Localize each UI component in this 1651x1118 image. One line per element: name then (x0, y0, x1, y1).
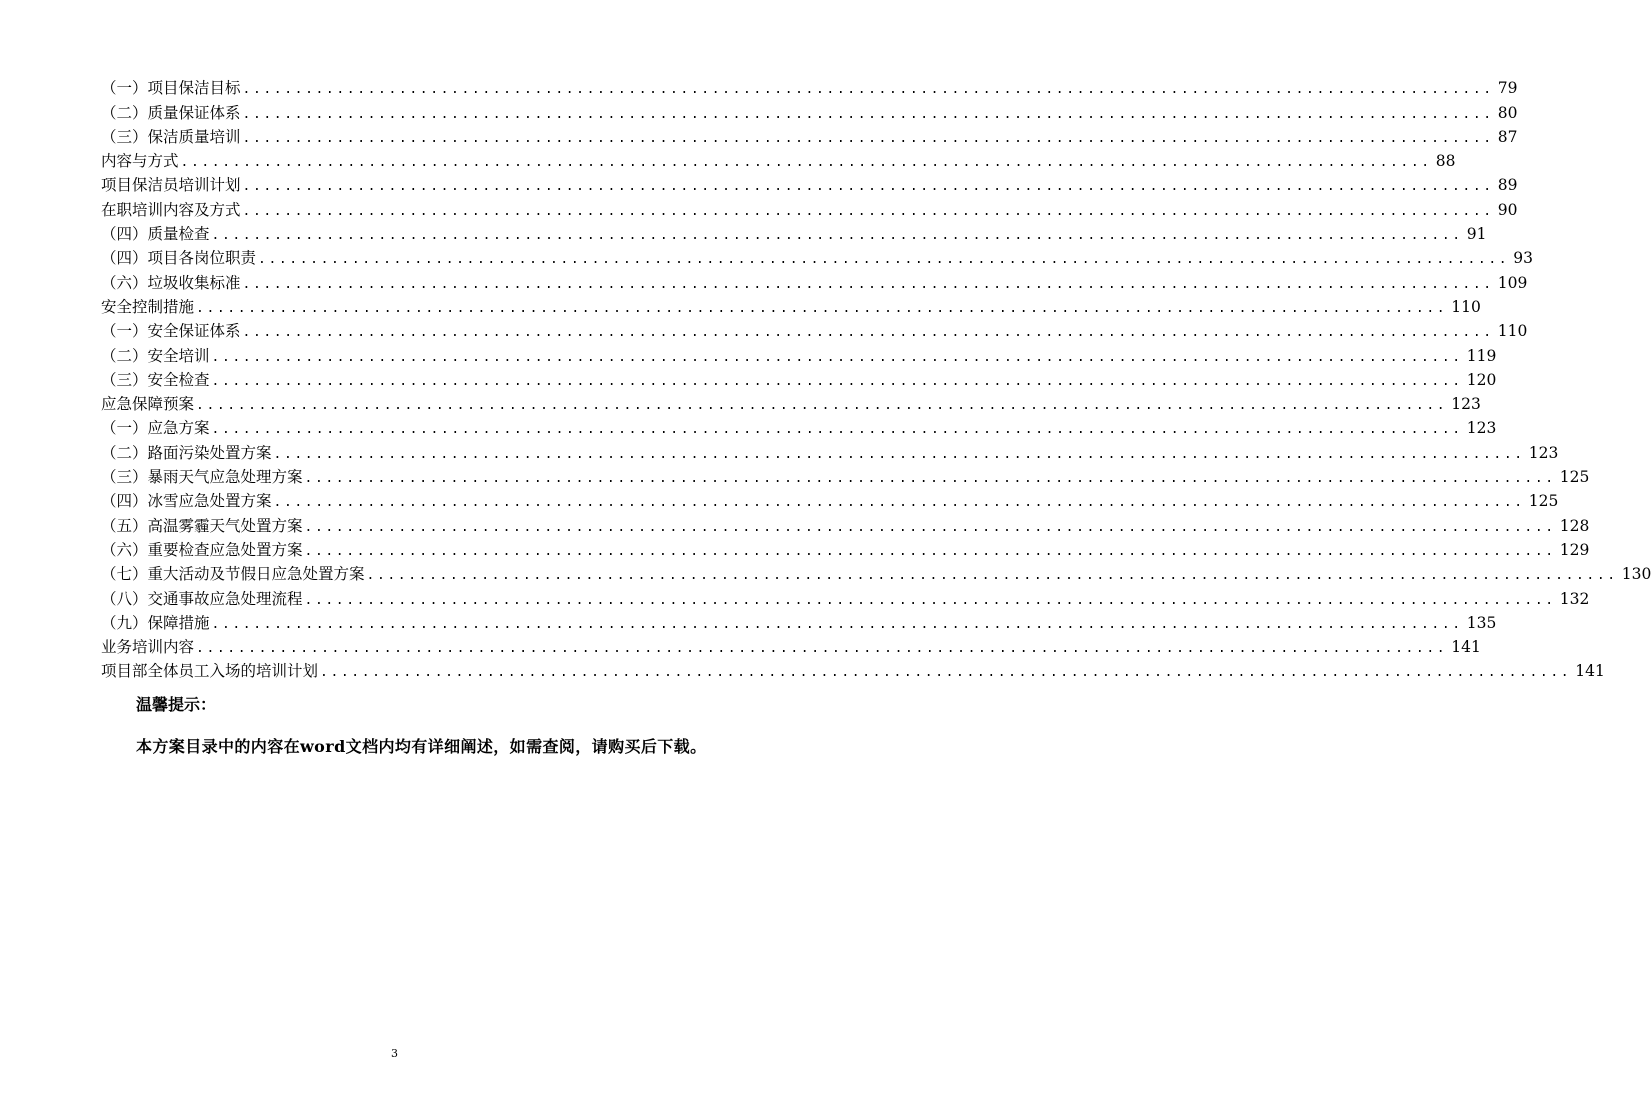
notice-body: 本方案目录中的内容在word文档内均有详细阐述，如需查阅，请购买后下载。 (136, 737, 707, 756)
toc-entry[interactable] (101, 173, 1518, 197)
toc-entry[interactable] (101, 513, 1590, 537)
toc-leader-dots: ........................................................................................................................ (196, 300, 1448, 316)
toc-leader-dots: ........................................................................................................................ (273, 446, 1525, 462)
toc-entry[interactable] (101, 125, 1518, 149)
page-number: 3 (391, 1047, 398, 1060)
toc-entry-title: （五）高温雾霾天气处置方案 (101, 516, 303, 535)
toc-entry[interactable] (101, 319, 1528, 343)
toc-leader-dots: ........................................................................................................................ (304, 471, 1556, 487)
toc-leader-dots: ........................................................................................................................ (242, 276, 1494, 292)
toc-leader-dots: ........................................................................................................................ (196, 398, 1448, 414)
toc-entry-page: 123 (1451, 395, 1481, 414)
toc-entry-page: 135 (1466, 613, 1497, 632)
toc-entry[interactable] (101, 611, 1497, 635)
toc-entry-page: 93 (1513, 249, 1533, 268)
toc-leader-dots: ........................................................................................................................ (211, 228, 1463, 244)
toc-leader-dots: ........................................................................................................................ (242, 82, 1494, 98)
toc-entry-page: 110 (1497, 322, 1528, 341)
toc-entry[interactable] (101, 246, 1533, 270)
toc-entry[interactable] (101, 100, 1518, 124)
toc-entry-page: 110 (1451, 297, 1481, 316)
toc-entry-page: 90 (1497, 200, 1518, 219)
toc-leader-dots: ........................................................................................................................ (242, 179, 1494, 195)
toc-entry-title: 安全控制措施 (101, 297, 195, 316)
toc-entry[interactable] (101, 76, 1518, 100)
toc-entry-title: （一）应急方案 (101, 419, 210, 438)
toc-entry-title: （二）安全培训 (101, 346, 210, 365)
toc-entry[interactable] (101, 465, 1590, 489)
toc-leader-dots: ........................................................................................................................ (320, 665, 1572, 681)
toc-entry-page: 109 (1497, 273, 1528, 292)
toc-leader-dots: ........................................................................................................................ (242, 203, 1494, 219)
toc-entry-page: 123 (1466, 419, 1497, 438)
toc-leader-dots: ........................................................................................................................ (211, 373, 1463, 389)
toc-entry-title: 项目保洁员培训计划 (101, 176, 241, 195)
toc-entry-title: 在职培训内容及方式 (101, 200, 241, 219)
toc-entry-title: 内容与方式 (101, 152, 179, 171)
notice-title: 温馨提示： (136, 695, 217, 714)
toc-leader-dots: ........................................................................................................................ (304, 592, 1556, 608)
toc-entry-title: 项目部全体员工入场的培训计划 (101, 662, 319, 681)
toc-entry-page: 125 (1559, 468, 1590, 487)
toc-entry-page: 80 (1497, 103, 1518, 122)
toc-entry-title: 应急保障预案 (101, 395, 195, 414)
toc-leader-dots: ........................................................................................................................ (242, 106, 1494, 122)
toc-entry-title: （九）保障措施 (101, 613, 210, 632)
toc-entry-page: 89 (1497, 176, 1518, 195)
toc-entry-title: （六）重要检查应急处置方案 (101, 540, 303, 559)
toc-entry[interactable] (101, 295, 1481, 319)
toc-entry-title: （一）项目保洁目标 (101, 79, 241, 98)
toc-entry-page: 88 (1435, 152, 1456, 171)
toc-entry-page: 132 (1559, 589, 1590, 608)
toc-entry[interactable] (101, 489, 1559, 513)
toc-entry-page: 141 (1575, 662, 1605, 681)
toc-entry[interactable] (101, 392, 1481, 416)
table-of-contents (101, 76, 1651, 683)
toc-entry[interactable] (101, 562, 1651, 586)
toc-leader-dots: ........................................................................................................................ (242, 130, 1494, 146)
toc-entry-page: 141 (1451, 638, 1481, 657)
toc-entry-page: 129 (1559, 540, 1590, 559)
toc-entry-page: 123 (1528, 443, 1559, 462)
toc-entry[interactable] (101, 149, 1456, 173)
toc-entry-title: （三）保洁质量培训 (101, 127, 241, 146)
toc-entry[interactable] (101, 416, 1497, 440)
toc-leader-dots: ........................................................................................................................ (258, 252, 1510, 268)
toc-entry-page: 130 (1621, 565, 1651, 584)
toc-entry[interactable] (101, 586, 1590, 610)
toc-entry[interactable] (101, 197, 1518, 221)
toc-entry[interactable] (101, 368, 1497, 392)
toc-entry-title: （七）重大活动及节假日应急处置方案 (101, 565, 365, 584)
toc-leader-dots: ........................................................................................................................ (196, 641, 1448, 657)
toc-entry[interactable] (101, 440, 1559, 464)
toc-entry[interactable] (101, 270, 1528, 294)
toc-entry[interactable] (101, 538, 1590, 562)
toc-entry-page: 87 (1497, 127, 1518, 146)
toc-entry-title: （八）交通事故应急处理流程 (101, 589, 303, 608)
toc-leader-dots: ........................................................................................................................ (211, 422, 1463, 438)
toc-leader-dots: ........................................................................................................................ (211, 616, 1463, 632)
toc-leader-dots: ........................................................................................................................ (211, 349, 1463, 365)
toc-entry-title: （四）冰雪应急处置方案 (101, 492, 272, 511)
toc-entry-page: 119 (1466, 346, 1497, 365)
toc-entry-page: 125 (1528, 492, 1559, 511)
toc-entry-title: （三）安全检查 (101, 370, 210, 389)
toc-entry-title: （三）暴雨天气应急处理方案 (101, 468, 303, 487)
toc-entry-title: （四）质量检查 (101, 225, 210, 244)
toc-entry-title: （一）安全保证体系 (101, 322, 241, 341)
toc-leader-dots: ........................................................................................................................ (304, 543, 1556, 559)
toc-entry[interactable] (101, 343, 1497, 367)
toc-entry[interactable] (101, 635, 1481, 659)
toc-entry-page: 91 (1466, 225, 1487, 244)
toc-entry-title: （二）路面污染处置方案 (101, 443, 272, 462)
toc-leader-dots: ........................................................................................................................ (304, 519, 1556, 535)
toc-leader-dots: ........................................................................................................................ (273, 495, 1525, 511)
toc-entry[interactable] (101, 222, 1487, 246)
toc-entry-title: 业务培训内容 (101, 638, 195, 657)
toc-entry-page: 120 (1466, 370, 1497, 389)
toc-leader-dots: ........................................................................................................................ (180, 155, 1432, 171)
toc-entry-page: 128 (1559, 516, 1590, 535)
toc-entry-page: 79 (1497, 79, 1518, 98)
toc-entry[interactable] (101, 659, 1605, 683)
toc-leader-dots: ........................................................................................................................ (366, 568, 1618, 584)
toc-entry-title: （二）质量保证体系 (101, 103, 241, 122)
toc-leader-dots: ........................................................................................................................ (242, 325, 1494, 341)
toc-entry-title: （六）垃圾收集标准 (101, 273, 241, 292)
toc-entry-title: （四）项目各岗位职责 (101, 249, 257, 268)
